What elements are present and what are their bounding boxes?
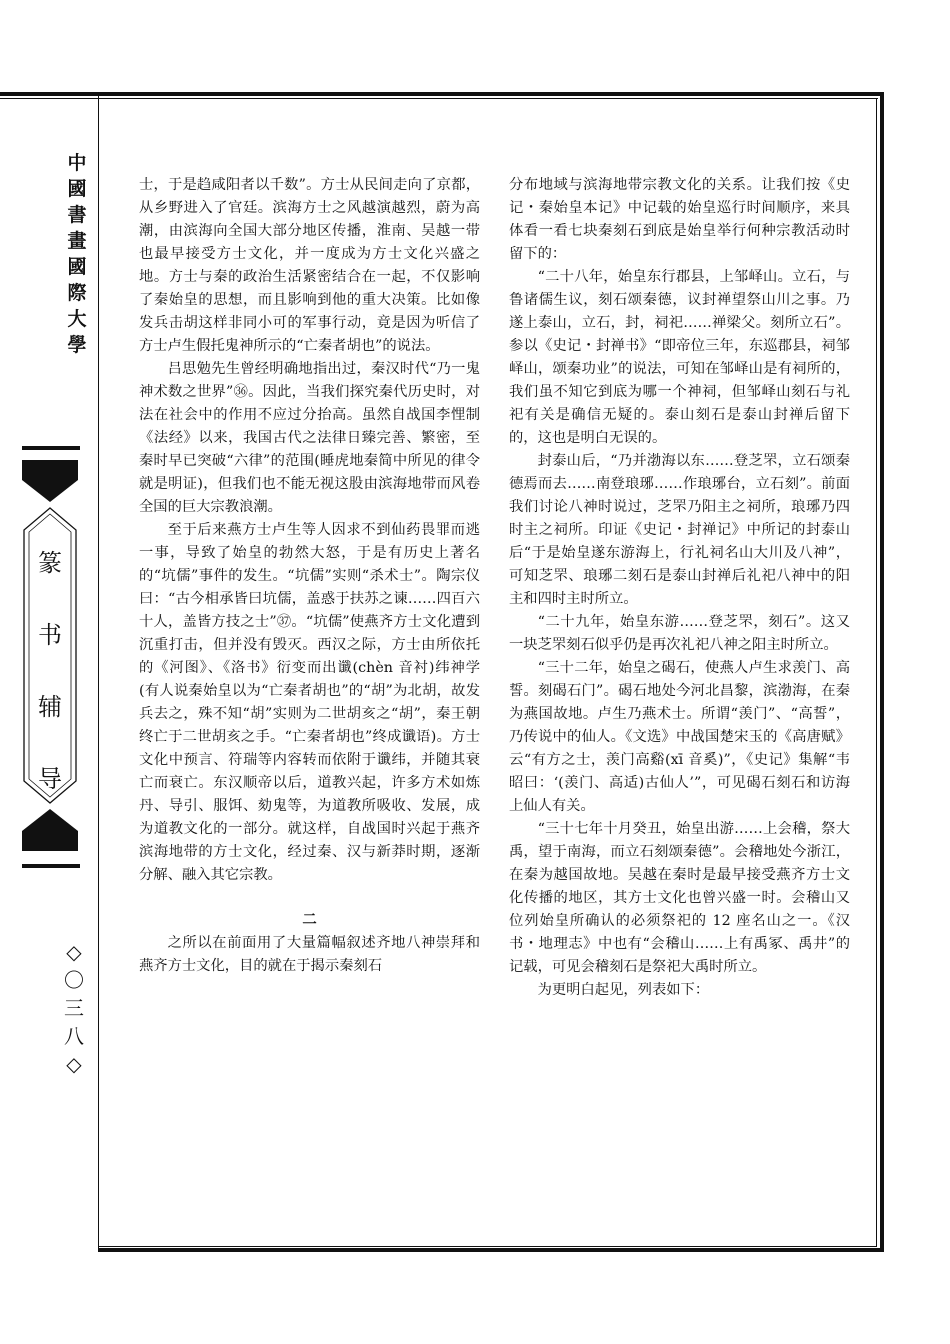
- course-char: 辅: [38, 693, 62, 721]
- school-char: 際: [67, 282, 87, 304]
- paragraph: “二十九年，始皇东游……登芝罘，刻石”。这又一块芝罘刻石似乎仍是再次礼祀八神之阳主时所立。: [509, 614, 850, 653]
- paragraph: 为更明白起见，列表如下：: [537, 982, 710, 998]
- page-number-char: 八: [64, 1024, 84, 1048]
- paragraph: “二十八年，始皇东行郡县，上邹峄山。立石，与鲁诸儒生议，刻石颂秦德，议封禅望祭山川之事。乃遂上泰山，立石，封，祠祀……禅梁父。刻所立石”。参以《史记・封禅书》“即帝位三年，东巡郡县，祠邹峄山，颂秦功业”的说法，可知在邹峄山是有祠所的，我们虽不知它到底为哪一个神祠，但邹峄山刻石与礼祀有关是确信无疑的。泰山刻石是泰山封禅后留下的，这也是明白无误的。: [509, 269, 850, 446]
- frame-right-line: [880, 92, 884, 1252]
- paragraph: 至于后来燕方士卢生等人因求不到仙药畏罪而逃一事，导致了始皇的勃然大怒，于是有历史上著名的“坑儒”事件的发生。“坑儒”实则“杀术士”。陶宗仪曰：“古今相承皆曰坑儒，盖惑于扶苏之谏……四百六十人，盖皆方技之士”㊲。“坑儒”使燕齐方士文化遭到沉重打击，但并没有毁灭。西汉之际，方士由所依托的《河图》、《洛书》衍变而出谶(chèn 音衬)纬神学(有人说秦始皇以为“亡秦者胡也”的“胡”为北胡，故发兵去之，殊不知“胡”实则为二世胡亥之“胡”，秦王朝终亡于二世胡亥之手。“亡秦者胡也”终成谶语)。方士文化中预言、符瑞等内容转而依附于谶纬，并随其衰亡而衰亡。东汉顺帝以后，道教兴起，许多方术如炼丹、导引、服饵、劾鬼等，为道教所吸收、发展，成为道教文化的一部分。就这样，自战国时兴起于燕齐滨海地带的方士文化，经过秦、汉与新莽时期，逐渐分解、融入其它宗教。: [139, 522, 480, 883]
- paragraph: 封泰山后，“乃并渤海以东……登芝罘，立石颂秦德焉而去……南登琅琊……作琅琊台，立石刻”。前面我们讨论八神时说过，芝罘乃阳主之祠所，琅琊乃四时主之祠所。印证《史记・封禅记》中所记的封泰山后“于是始皇遂东游海上，行礼祠名山大川及八神”，可知芝罘、琅琊二刻石是泰山封禅后礼祀八神中的阳主和四时主时所立。: [509, 453, 850, 607]
- plaque-top-bar: [22, 446, 80, 450]
- course-char: 篆: [38, 549, 62, 577]
- page-number-char: 〇: [64, 968, 84, 992]
- paragraph: 分布地域与滨海地带宗教文化的关系。让我们按《史记・秦始皇本记》中记载的始皇巡行时间顺序，来具体看一看七块秦刻石到底是始皇举行何种宗教活动时留下的：: [509, 177, 850, 262]
- page-number: [52, 938, 96, 1078]
- right-text-column: [509, 174, 850, 1002]
- paragraph: 士，于是趋咸阳者以千数”。方士从民间走向了京都，从乡野进入了官廷。滨海方士之风越演越烈，蔚为高潮，由滨海向全国大部分地区传播，淮南、吴越一带也最早接受方士文化，并一度成为方士文化兴盛之地。方士与秦的政治生活紧密结合在一起，不仅影响了秦始皇的思想，而且影响到他的重大决策。比如像发兵击胡这样非同小可的军事行动，竟是因为听信了方士卢生假托鬼神所示的“亡秦者胡也”的说法。: [139, 177, 480, 354]
- frame-top-line: [0, 92, 884, 96]
- course-char: 书: [38, 621, 62, 649]
- frame-right-inner-line: [876, 98, 877, 1247]
- paragraph: 之所以在前面用了大量篇幅叙述齐地八神崇拜和燕齐方士文化，目的就在于揭示秦刻石: [139, 935, 480, 974]
- school-char: 國: [67, 256, 87, 278]
- school-char: 國: [67, 178, 87, 200]
- plaque-bottom-bar: [22, 864, 80, 868]
- page-ornament: ◇: [66, 1052, 82, 1076]
- school-char: 中: [67, 152, 87, 174]
- school-char: 書: [67, 204, 87, 226]
- school-name-vertical: [55, 150, 99, 358]
- course-title-plaque: [20, 458, 80, 853]
- left-text-column: [139, 174, 480, 978]
- frame-bottom-inner-line: [98, 1246, 876, 1247]
- school-char: 畫: [67, 230, 87, 252]
- school-char: 學: [67, 334, 87, 356]
- paragraph: 吕思勉先生曾经明确地指出过，秦汉时代“乃一鬼神术数之世界”㊱。因此，当我们探究秦代历史时，对法在社会中的作用不应过分抬高。虽然自战国李悝制《法经》以来，我国古代之法律日臻完善、繁密，至秦时早已突破“六律”的范围(睡虎地秦简中所见的律令就是明证)，但我们也不能无视这股由滨海地带而风卷全国的巨大宗教浪潮。: [139, 361, 480, 515]
- frame-top-inner-line: [0, 98, 878, 99]
- course-char: 导: [38, 765, 62, 793]
- paragraph: “三十二年，始皇之碣石，使燕人卢生求羡门、高誓。刻碣石门”。碣石地处今河北昌黎，滨渤海，在秦为燕国故地。卢生乃燕术士。所谓“羡门”、“高誓”，乃传说中的仙人。《文选》中战国楚宋玉的《高唐赋》云“有方之士，羡门高谿(xī 音奚)”，《史记》集解“韦昭曰：‘(羡门、高适)古仙人’”，可见碣石刻石和访海上仙人有关。: [509, 660, 850, 814]
- plaque-frame-icon: [20, 458, 80, 853]
- school-char: 大: [67, 308, 87, 330]
- page-number-char: 三: [64, 996, 84, 1020]
- frame-bottom-line: [98, 1248, 884, 1252]
- page-ornament: ◇: [66, 940, 82, 964]
- section-number: 二: [302, 912, 317, 928]
- paragraph: “三十七年十月癸丑，始皇出游……上会稽，祭大禹，望于南海，而立石刻颂秦德”。会稽地处今浙江，在秦为越国故地。吴越在秦时是最早接受燕齐方士文化传播的地区，其方士文化也曾兴盛一时。会稽山又位列始皇所确认的必须祭祀的 12 座名山之一。《汉书・地理志》中也有“会稽山……上有禹冢、禹井”的记载，可见会稽刻石是祭祀大禹时所立。: [509, 821, 850, 975]
